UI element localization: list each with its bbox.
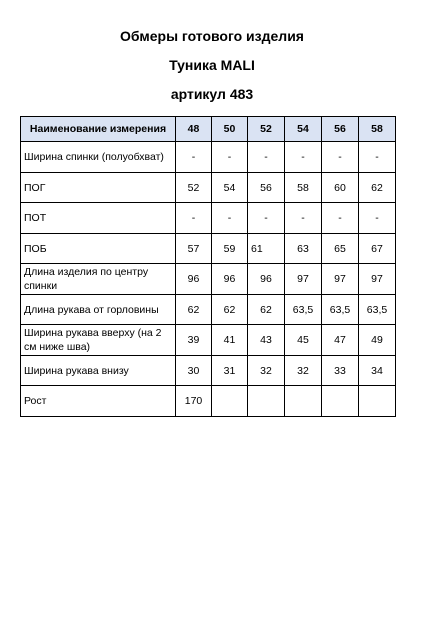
- row-value: [322, 386, 359, 417]
- row-value: -: [212, 203, 248, 234]
- row-value: 43: [248, 325, 285, 356]
- table-row: [21, 203, 396, 234]
- header-size: 48: [176, 117, 212, 142]
- header-measurement-name: Наименование измерения: [21, 117, 176, 142]
- row-name: Ширина спинки (полуобхват): [21, 142, 176, 173]
- measurements-table: [20, 116, 396, 417]
- row-value: 52: [176, 173, 212, 203]
- row-value: 96: [248, 264, 285, 295]
- row-value: 63: [285, 234, 322, 264]
- table-row: [21, 234, 396, 264]
- table-row: [21, 173, 396, 203]
- row-value: -: [176, 203, 212, 234]
- row-value: -: [248, 142, 285, 173]
- document-title: Обмеры готового изделия: [120, 28, 304, 44]
- row-value: 59: [212, 234, 248, 264]
- row-value: 30: [176, 356, 212, 386]
- row-value: 170: [176, 386, 212, 417]
- header-size: 58: [359, 117, 396, 142]
- row-name: ПОТ: [21, 203, 176, 234]
- header-size: 50: [212, 117, 248, 142]
- row-value: 32: [248, 356, 285, 386]
- row-value: 47: [322, 325, 359, 356]
- header-size: 52: [248, 117, 285, 142]
- row-value: 62: [248, 295, 285, 325]
- row-value: 49: [359, 325, 396, 356]
- table-row: [21, 325, 396, 356]
- row-value: 96: [212, 264, 248, 295]
- row-value: 60: [322, 173, 359, 203]
- header-size: 54: [285, 117, 322, 142]
- table-header-row: [21, 117, 396, 142]
- row-name: Рост: [21, 386, 176, 417]
- row-value: 33: [322, 356, 359, 386]
- row-value: 96: [176, 264, 212, 295]
- table-row: [21, 142, 396, 173]
- row-name: Ширина рукава внизу: [21, 356, 176, 386]
- row-value: -: [176, 142, 212, 173]
- row-value: 62: [176, 295, 212, 325]
- row-value: [212, 386, 248, 417]
- row-value: 67: [359, 234, 396, 264]
- row-value: 97: [359, 264, 396, 295]
- row-value: [285, 386, 322, 417]
- row-value: 97: [285, 264, 322, 295]
- row-name: Длина изделия по центру спинки: [21, 264, 176, 295]
- row-value: -: [322, 142, 359, 173]
- row-value: 62: [359, 173, 396, 203]
- row-value: 65: [322, 234, 359, 264]
- row-value: -: [359, 142, 396, 173]
- row-value: 61: [248, 234, 285, 264]
- header-size: 56: [322, 117, 359, 142]
- table-row: [21, 386, 396, 417]
- row-value: 62: [212, 295, 248, 325]
- row-value: -: [285, 142, 322, 173]
- row-name: Ширина рукава вверху (на 2 см ниже шва): [21, 325, 176, 356]
- product-name: Туника MALI: [169, 57, 255, 73]
- row-value: 31: [212, 356, 248, 386]
- row-value: 58: [285, 173, 322, 203]
- row-value: 34: [359, 356, 396, 386]
- row-name: ПОБ: [21, 234, 176, 264]
- article-number: артикул 483: [170, 86, 254, 102]
- table-row: [21, 356, 396, 386]
- row-name: ПОГ: [21, 173, 176, 203]
- row-value: [359, 386, 396, 417]
- row-value: -: [285, 203, 322, 234]
- row-value: 63,5: [359, 295, 396, 325]
- row-value: 39: [176, 325, 212, 356]
- row-value: 97: [322, 264, 359, 295]
- row-value: [248, 386, 285, 417]
- row-value: 45: [285, 325, 322, 356]
- table-row: [21, 264, 396, 295]
- row-value: -: [212, 142, 248, 173]
- row-name: Длина рукава от горловины: [21, 295, 176, 325]
- row-value: 54: [212, 173, 248, 203]
- row-value: 56: [248, 173, 285, 203]
- row-value: 41: [212, 325, 248, 356]
- row-value: 63,5: [285, 295, 322, 325]
- row-value: 32: [285, 356, 322, 386]
- table-row: [21, 295, 396, 325]
- row-value: 57: [176, 234, 212, 264]
- row-value: -: [248, 203, 285, 234]
- row-value: -: [322, 203, 359, 234]
- row-value: -: [359, 203, 396, 234]
- row-value: 63,5: [322, 295, 359, 325]
